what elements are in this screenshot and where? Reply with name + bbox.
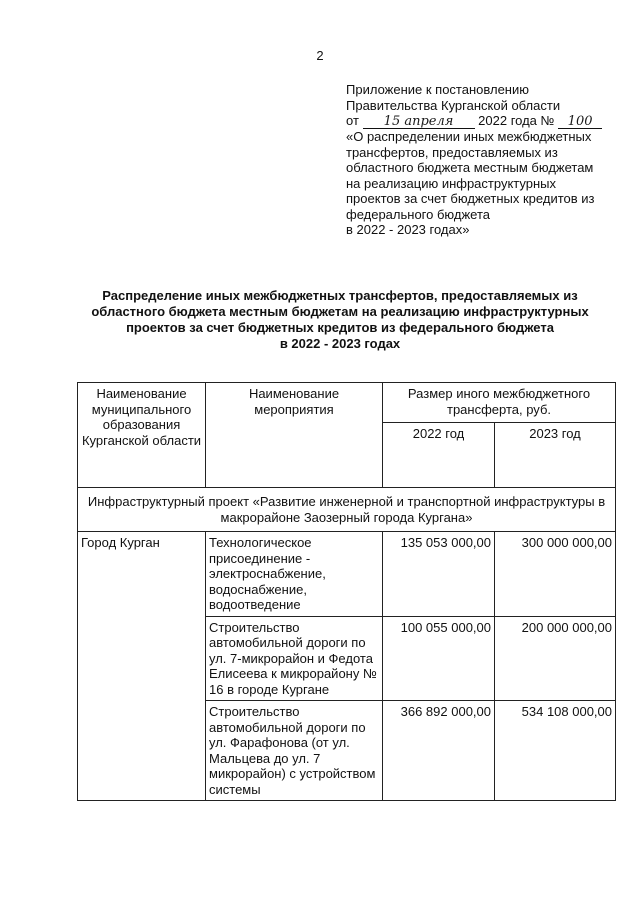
- header-municipality: Наименование муниципального образования Курганской области: [78, 383, 206, 488]
- appendix-line: в 2022 - 2023 годах»: [346, 222, 470, 237]
- header-year-2023: 2023 год: [495, 423, 616, 488]
- amount-2022-cell: 135 053 000,00: [383, 532, 495, 617]
- header-event: Наименование мероприятия: [206, 383, 383, 488]
- appendix-line: трансфертов, предоставляемых из: [346, 144, 558, 160]
- amount-2022-cell: 100 055 000,00: [383, 616, 495, 701]
- appendix-line: областного бюджета местным бюджетам: [346, 160, 594, 175]
- date-prefix: от: [346, 113, 359, 128]
- page-number: 2: [316, 48, 324, 63]
- year-text: 2022 года №: [478, 113, 555, 128]
- handwritten-date: 15 апреля: [363, 115, 475, 129]
- document-title: [60, 288, 620, 352]
- amount-2023-cell: 534 108 000,00: [495, 701, 616, 801]
- title-line: областного бюджета местным бюджетам на реализацию инфраструктурных: [91, 304, 589, 319]
- distribution-table: [77, 382, 616, 801]
- appendix-line: Правительства Курганской области: [346, 97, 561, 113]
- amount-2023-cell: 300 000 000,00: [495, 532, 616, 617]
- header-year-2022: 2022 год: [383, 423, 495, 488]
- appendix-line: федерального бюджета: [346, 206, 491, 222]
- appendix-line: проектов за счет бюджетных кредитов из: [346, 191, 595, 206]
- title-line: в 2022 - 2023 годах: [279, 336, 401, 351]
- title-line: проектов за счет бюджетных кредитов из федерального бюджета: [126, 320, 554, 335]
- title-line: Распределение иных межбюджетных трансфертов, предоставляемых из: [102, 288, 578, 303]
- project-title-row: Инфраструктурный проект «Развитие инженерной и транспортной инфраструктуры в макрорайоне Заозерный города Кургана»: [78, 488, 616, 532]
- appendix-line: «О распределении иных межбюджетных: [346, 129, 592, 144]
- appendix-date-line: [346, 113, 616, 129]
- municipality-cell: Город Курган: [78, 532, 206, 801]
- event-cell: Строительство автомобильной дороги по ул. Фарафонова (от ул. Мальцева до ул. 7 микрорайон) с устройством системы: [206, 701, 383, 801]
- appendix-line: на реализацию инфраструктурных: [346, 175, 556, 191]
- event-cell: Строительство автомобильной дороги по ул. 7-микрорайон и Федота Елисеева к микрорайону № 16 в городе Кургане: [206, 616, 383, 701]
- header-amount: Размер иного межбюджетного трансферта, руб.: [383, 383, 616, 423]
- appendix-line: Приложение к постановлению: [346, 82, 529, 97]
- amount-2022-cell: 366 892 000,00: [383, 701, 495, 801]
- handwritten-number: 100: [558, 115, 602, 129]
- amount-2023-cell: 200 000 000,00: [495, 616, 616, 701]
- appendix-header: [346, 82, 616, 238]
- event-cell: Технологическое присоединение - электроснабжение, водоснабжение, водоотведение: [206, 532, 383, 617]
